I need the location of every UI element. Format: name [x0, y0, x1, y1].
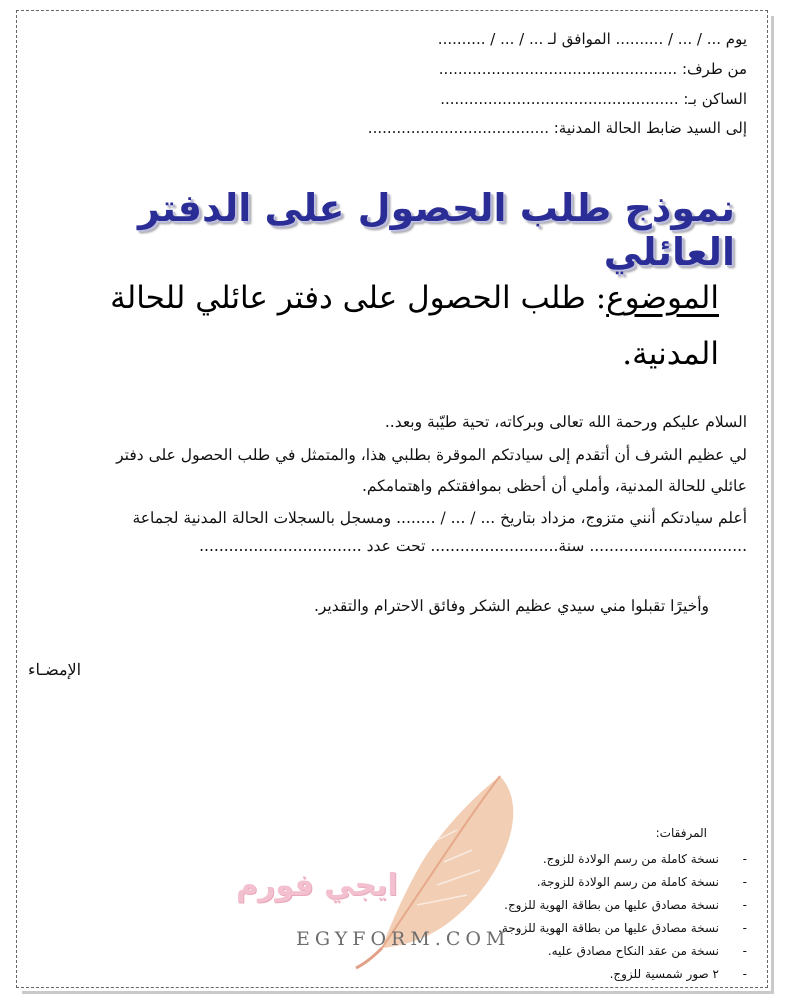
paragraph-1-line-1: لي عظيم الشرف أن أتقدم إلى سيادتكم الموقرة بطلبي هذا، والمتمثل في طلب الحصول على دفتر	[116, 446, 747, 464]
from-line: من طرف: ..................................................	[438, 60, 747, 78]
signature-label: الإمضـاء	[28, 660, 82, 679]
attachments-title: المرفقات:	[655, 826, 707, 840]
attachment-item: - نسخة مصادق عليها من بطاقة الهوية للزوج.	[498, 895, 747, 918]
watermark-latin: EGYFORM.COM	[296, 928, 511, 950]
closing-line: وأخيرًا تقبلوا مني سيدي عظيم الشكر وفائق الاحترام والتقدير.	[313, 597, 709, 615]
watermark-arabic: ايجي فورم	[236, 868, 398, 903]
attachment-item: - نسخة من عقد النكاح مصادق عليه.	[498, 941, 747, 964]
subject-line	[49, 270, 719, 382]
attachment-item: - نسخة كاملة من رسم الولادة للزوج.	[498, 849, 747, 872]
residence-line: الساكن بـ: ..................................................	[440, 90, 747, 108]
attachments-list	[498, 849, 747, 987]
recipient-line: إلى السيد ضابط الحالة المدنية: ......................................	[367, 119, 747, 137]
paragraph-1-line-2: عائلي للحالة المدنية، وأملي أن أحظى بموافقتكم واهتمامكم.	[361, 477, 747, 495]
attachment-item: - نسخة مصادق عليها من بطاقة الهوية للزوجة.	[498, 918, 747, 941]
subject-text: : طلب الحصول على دفتر عائلي للحالة المدنية.	[110, 280, 719, 372]
paragraph-2-line-1: أعلم سيادتكم أنني متزوج، مزداد بتاريخ ... / ... / ........ ومسجل بالسجلات الحالة المدنية لجماعة	[132, 509, 747, 527]
document-title: نموذج طلب الحصول على الدفتر العائلي	[137, 186, 735, 274]
attachment-item: - ٢ صور شمسية للزوج.	[498, 964, 747, 987]
greeting: السلام عليكم ورحمة الله تعالى وبركاته، تحية طيّبة وبعد..	[384, 413, 747, 431]
attachment-item: - نسخة كاملة من رسم الولادة للزوجة.	[498, 872, 747, 895]
paragraph-2-line-2: ................................ سنة.......................... تحت عدد .................................	[199, 537, 747, 555]
date-line: يوم ... / ... / .......... الموافق لـ ... / ... / ..........	[437, 30, 747, 48]
subject-keyword: الموضوع	[606, 280, 719, 316]
